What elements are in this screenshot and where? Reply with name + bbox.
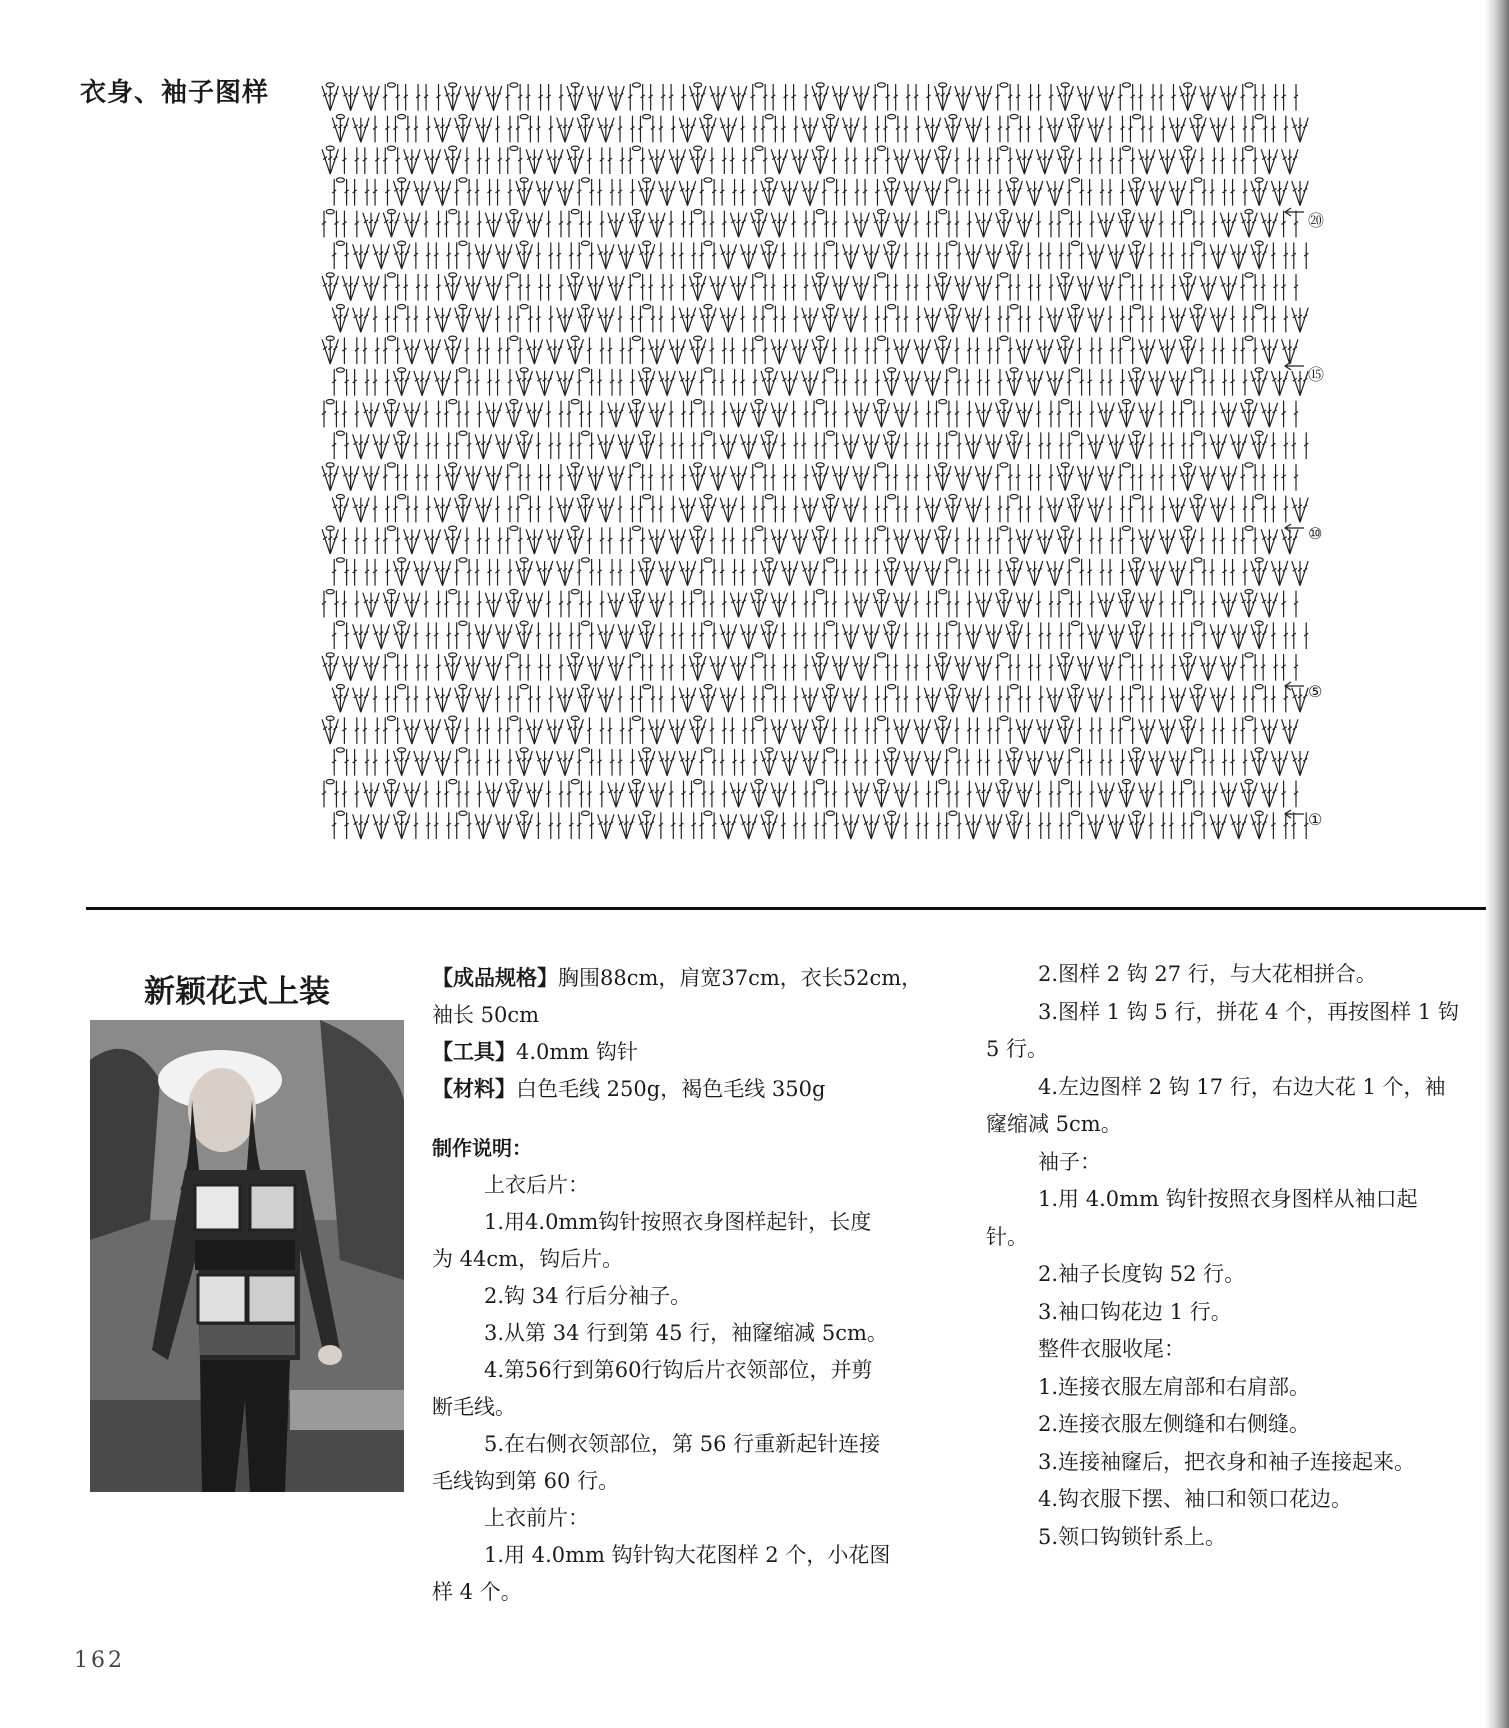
chain-stitch <box>643 684 651 688</box>
chain-stitch <box>1122 526 1130 530</box>
chain-stitch <box>581 811 589 815</box>
chain-stitch <box>326 399 334 403</box>
chain-stitch <box>326 779 334 783</box>
chain-stitch <box>326 209 334 213</box>
chain-stitch <box>1000 336 1008 340</box>
chain-stitch <box>336 558 344 562</box>
chain-stitch <box>1194 748 1202 752</box>
instruction-line: 上衣后片： <box>484 1173 589 1197</box>
chain-stitch <box>755 716 763 720</box>
row-arrow <box>1285 208 1304 216</box>
instruction-line: 2.连接衣服左侧缝和右侧缝。 <box>1038 1412 1311 1436</box>
chain-stitch <box>398 114 406 118</box>
chain-stitch <box>939 209 947 213</box>
chain-stitch <box>826 178 834 182</box>
chain-stitch <box>449 589 457 593</box>
chain-stitch <box>459 811 467 815</box>
chain-stitch <box>1122 83 1130 87</box>
chain-stitch <box>704 621 712 625</box>
chain-stitch <box>1122 273 1130 277</box>
chain-stitch <box>755 463 763 467</box>
page-edge-shadow <box>1485 0 1509 1728</box>
chain-stitch <box>694 779 702 783</box>
chain-stitch <box>1061 589 1069 593</box>
row-marker-15: ⑮ <box>1308 365 1325 384</box>
chain-stitch <box>510 273 518 277</box>
instruction-line: 1.用 4.0mm 钩针按照衣身图样从袖口起 <box>1038 1187 1418 1211</box>
chain-stitch <box>755 526 763 530</box>
chain-stitch <box>1071 368 1079 372</box>
chain-stitch <box>581 368 589 372</box>
chain-stitch <box>1133 114 1141 118</box>
chain-stitch <box>949 431 957 435</box>
chain-stitch <box>1194 621 1202 625</box>
chain-stitch <box>387 273 395 277</box>
instruction-line: 4.左边图样 2 钩 17 行，右边大花 1 个，袖 <box>1038 1074 1446 1099</box>
row-marker-5: ⑤ <box>1308 682 1323 701</box>
stitch-symbols <box>322 84 1308 839</box>
chain-stitch <box>510 146 518 150</box>
chain-stitch <box>336 748 344 752</box>
chain-stitch <box>398 494 406 498</box>
chain-stitch <box>1194 241 1202 245</box>
chain-stitch <box>765 304 773 308</box>
chain-stitch <box>1133 684 1141 688</box>
chain-stitch <box>755 146 763 150</box>
row-arrow <box>1285 682 1304 690</box>
chain-stitch <box>1071 621 1079 625</box>
chain-stitch <box>510 336 518 340</box>
chain-stitch <box>704 811 712 815</box>
instructions-heading: 制作说明： <box>432 1136 532 1160</box>
instruction-line: 2.袖子长度钩 52 行。 <box>1038 1262 1246 1286</box>
chain-stitch <box>632 83 640 87</box>
pattern-title: 新颖花式上装 <box>144 974 330 1010</box>
chain-stitch <box>1071 748 1079 752</box>
chain-stitch <box>632 653 640 657</box>
chain-stitch <box>1245 336 1253 340</box>
chain-stitch <box>459 558 467 562</box>
chain-stitch <box>765 494 773 498</box>
instruction-line: 毛线钩到第 60 行。 <box>432 1469 620 1493</box>
chain-stitch <box>459 431 467 435</box>
chain-stitch <box>1000 146 1008 150</box>
chain-stitch <box>1071 178 1079 182</box>
chain-stitch <box>1245 526 1253 530</box>
chain-stitch <box>694 209 702 213</box>
chain-stitch <box>939 399 947 403</box>
chain-stitch <box>510 653 518 657</box>
chain-stitch <box>1122 336 1130 340</box>
chain-stitch <box>632 526 640 530</box>
chain-stitch <box>1000 716 1008 720</box>
row-marker-20: ⑳ <box>1308 211 1325 230</box>
chain-stitch <box>510 716 518 720</box>
materials-text: 白色毛线 250g，褐色毛线 350g <box>516 1077 826 1101</box>
instruction-line: 3.从第 34 行到第 45 行，袖窿缩减 5cm。 <box>484 1321 888 1345</box>
instruction-line: 断毛线。 <box>432 1395 516 1419</box>
size-label: 【成品规格】 <box>432 966 558 990</box>
chain-stitch <box>704 368 712 372</box>
chain-stitch <box>1194 368 1202 372</box>
chain-stitch <box>581 621 589 625</box>
chain-stitch <box>816 779 824 783</box>
chain-stitch <box>765 684 773 688</box>
chain-stitch <box>510 83 518 87</box>
chain-stitch <box>632 273 640 277</box>
row-arrow <box>1285 524 1304 532</box>
chain-stitch <box>704 431 712 435</box>
instruction-line: 4.钩衣服下摆、袖口和领口花边。 <box>1038 1487 1353 1511</box>
chain-stitch <box>459 621 467 625</box>
crochet-chart <box>300 72 1380 852</box>
chain-stitch <box>1010 494 1018 498</box>
chain-stitch <box>581 241 589 245</box>
chain-stitch <box>1245 146 1253 150</box>
chain-stitch <box>1245 273 1253 277</box>
chain-stitch <box>449 779 457 783</box>
chain-stitch <box>1000 463 1008 467</box>
chain-stitch <box>877 653 885 657</box>
chain-stitch <box>755 336 763 340</box>
chain-stitch <box>387 716 395 720</box>
chain-stitch <box>949 241 957 245</box>
instruction-line: 针。 <box>986 1224 1028 1249</box>
chain-stitch <box>643 114 651 118</box>
chain-stitch <box>1194 178 1202 182</box>
chain-stitch <box>1184 589 1192 593</box>
instruction-line: 5 行。 <box>986 1037 1049 1061</box>
chain-stitch <box>459 241 467 245</box>
chain-stitch <box>755 273 763 277</box>
chain-stitch <box>694 589 702 593</box>
chain-stitch <box>387 463 395 467</box>
instruction-line: 上衣前片： <box>484 1506 589 1530</box>
chain-stitch <box>520 304 528 308</box>
section-divider <box>86 907 1486 910</box>
instruction-line: 窿缩减 5cm。 <box>986 1112 1122 1136</box>
instruction-line: 3.图样 1 钩 5 行，拼花 4 个，再按图样 1 钩 <box>1038 999 1459 1024</box>
chain-stitch <box>571 399 579 403</box>
chain-stitch <box>694 399 702 403</box>
chain-stitch <box>1133 304 1141 308</box>
chain-stitch <box>816 209 824 213</box>
chain-stitch <box>877 146 885 150</box>
instruction-line: 3.连接袖窿后，把衣身和袖子连接起来。 <box>1038 1449 1416 1474</box>
chain-stitch <box>1184 779 1192 783</box>
chain-stitch <box>510 463 518 467</box>
chain-stitch <box>449 399 457 403</box>
chain-stitch <box>1000 526 1008 530</box>
chain-stitch <box>949 811 957 815</box>
chain-stitch <box>826 558 834 562</box>
instruction-line: 1.用 4.0mm 钩针钩大花图样 2 个，小花图 <box>484 1543 891 1567</box>
chain-stitch <box>949 748 957 752</box>
chain-stitch <box>1010 114 1018 118</box>
chain-stitch <box>1184 209 1192 213</box>
chain-stitch <box>1194 558 1202 562</box>
chain-stitch <box>1122 146 1130 150</box>
chain-stitch <box>949 558 957 562</box>
chain-stitch <box>1071 431 1079 435</box>
chain-stitch <box>888 304 896 308</box>
instruction-line: 5.领口钩锁针系上。 <box>1038 1524 1227 1549</box>
chain-stitch <box>510 526 518 530</box>
chain-stitch <box>1000 653 1008 657</box>
chain-stitch <box>1061 209 1069 213</box>
chain-stitch <box>581 178 589 182</box>
chain-stitch <box>336 621 344 625</box>
chain-stitch <box>816 399 824 403</box>
chain-stitch <box>387 146 395 150</box>
chain-stitch <box>826 748 834 752</box>
chain-stitch <box>581 558 589 562</box>
chain-stitch <box>336 178 344 182</box>
materials-label: 【材料】 <box>432 1077 516 1101</box>
chain-stitch <box>877 463 885 467</box>
chain-stitch <box>459 748 467 752</box>
chain-stitch <box>1255 684 1263 688</box>
row-marker-1: ① <box>1308 810 1323 829</box>
chain-stitch <box>826 368 834 372</box>
chain-stitch <box>704 558 712 562</box>
chain-stitch <box>336 811 344 815</box>
chain-stitch <box>520 684 528 688</box>
chain-stitch <box>336 431 344 435</box>
chain-stitch <box>1255 114 1263 118</box>
size-text: 胸围88cm，肩宽37cm，衣长52cm， <box>558 966 923 990</box>
chain-stitch <box>1194 431 1202 435</box>
instruction-line: 袖子： <box>1038 1149 1101 1174</box>
chain-stitch <box>826 811 834 815</box>
chain-stitch <box>449 209 457 213</box>
chain-stitch <box>704 241 712 245</box>
chain-stitch <box>755 653 763 657</box>
chain-stitch <box>632 336 640 340</box>
chain-stitch <box>939 779 947 783</box>
instruction-line: 3.袖口钩花边 1 行。 <box>1038 1299 1232 1324</box>
instruction-line: 为 44cm，钩后片。 <box>432 1247 624 1271</box>
chain-stitch <box>755 83 763 87</box>
chain-stitch <box>336 368 344 372</box>
chain-stitch <box>704 178 712 182</box>
chain-stitch <box>826 621 834 625</box>
instruction-line: 样 4 个。 <box>432 1580 522 1604</box>
chain-stitch <box>581 748 589 752</box>
chain-stitch <box>1245 653 1253 657</box>
chain-stitch <box>1071 558 1079 562</box>
chain-stitch <box>877 336 885 340</box>
chain-stitch <box>326 589 334 593</box>
chart-stitches <box>322 83 1308 839</box>
chain-stitch <box>459 178 467 182</box>
chain-stitch <box>765 114 773 118</box>
chart-title: 衣身、袖子图样 <box>80 78 270 108</box>
chain-stitch <box>877 716 885 720</box>
instruction-line: 2.图样 2 钩 27 行，与大花相拼合。 <box>1038 962 1377 986</box>
instruction-line: 4.第56行到第60行钩后片衣领部位，并剪 <box>484 1358 873 1382</box>
instruction-line: 5.在右侧衣领部位，第 56 行重新起针连接 <box>484 1432 881 1456</box>
chain-stitch <box>1010 304 1018 308</box>
chain-stitch <box>1122 653 1130 657</box>
chain-stitch <box>1122 463 1130 467</box>
chain-stitch <box>1010 684 1018 688</box>
chain-stitch <box>826 431 834 435</box>
chain-stitch <box>1000 83 1008 87</box>
specs-and-instructions-column <box>432 960 942 1611</box>
chain-stitch <box>877 83 885 87</box>
chain-stitch <box>1071 811 1079 815</box>
chain-stitch <box>387 83 395 87</box>
chain-stitch <box>888 494 896 498</box>
crochet-chart-svg <box>300 72 1380 852</box>
chain-stitch <box>336 241 344 245</box>
chain-stitch <box>643 304 651 308</box>
chain-stitch <box>949 621 957 625</box>
chain-stitch <box>949 368 957 372</box>
chain-stitch <box>939 589 947 593</box>
chain-stitch <box>387 653 395 657</box>
chain-stitch <box>387 336 395 340</box>
chain-stitch <box>1255 494 1263 498</box>
page-number: 162 <box>74 1648 125 1673</box>
tools-label: 【工具】 <box>432 1040 516 1064</box>
chain-stitch <box>1245 83 1253 87</box>
chain-stitch <box>1245 463 1253 467</box>
chain-stitch <box>1000 273 1008 277</box>
model-photo <box>90 1020 404 1492</box>
chain-stitch <box>1071 241 1079 245</box>
chain-stitch <box>877 526 885 530</box>
chain-stitch <box>398 684 406 688</box>
chain-stitch <box>1122 716 1130 720</box>
size-text-cont: 袖长 50cm <box>432 1003 540 1027</box>
row-marker-10: ⑩ <box>1308 524 1323 543</box>
chain-stitch <box>1194 811 1202 815</box>
chain-stitch <box>1245 716 1253 720</box>
chain-stitch <box>1061 399 1069 403</box>
chain-stitch <box>571 779 579 783</box>
instruction-line: 1.用4.0mm钩针按照衣身图样起针，长度 <box>484 1210 872 1234</box>
chain-stitch <box>1184 399 1192 403</box>
tools-text: 4.0mm 钩针 <box>516 1040 638 1064</box>
chain-stitch <box>632 463 640 467</box>
chain-stitch <box>643 494 651 498</box>
chain-stitch <box>581 431 589 435</box>
row-arrow <box>1285 810 1304 818</box>
instruction-line: 2.钩 34 行后分袖子。 <box>484 1284 692 1308</box>
chain-stitch <box>571 209 579 213</box>
instruction-line: 1.连接衣服左肩部和右肩部。 <box>1038 1374 1311 1399</box>
chain-stitch <box>826 241 834 245</box>
chain-stitch <box>1255 304 1263 308</box>
chain-stitch <box>520 114 528 118</box>
chain-stitch <box>816 589 824 593</box>
chain-stitch <box>398 304 406 308</box>
instructions-right-column <box>986 956 1486 1556</box>
chain-stitch <box>1061 779 1069 783</box>
chain-stitch <box>632 146 640 150</box>
instruction-line: 整件衣服收尾： <box>1038 1337 1185 1361</box>
chain-stitch <box>888 684 896 688</box>
chain-stitch <box>877 273 885 277</box>
chain-stitch <box>520 494 528 498</box>
row-arrow <box>1285 362 1304 370</box>
chain-stitch <box>571 589 579 593</box>
chain-stitch <box>704 748 712 752</box>
chain-stitch <box>387 526 395 530</box>
chain-stitch <box>888 114 896 118</box>
chain-stitch <box>459 368 467 372</box>
model-photo-illustration <box>90 1020 404 1492</box>
chain-stitch <box>949 178 957 182</box>
chain-stitch <box>632 716 640 720</box>
chain-stitch <box>1133 494 1141 498</box>
